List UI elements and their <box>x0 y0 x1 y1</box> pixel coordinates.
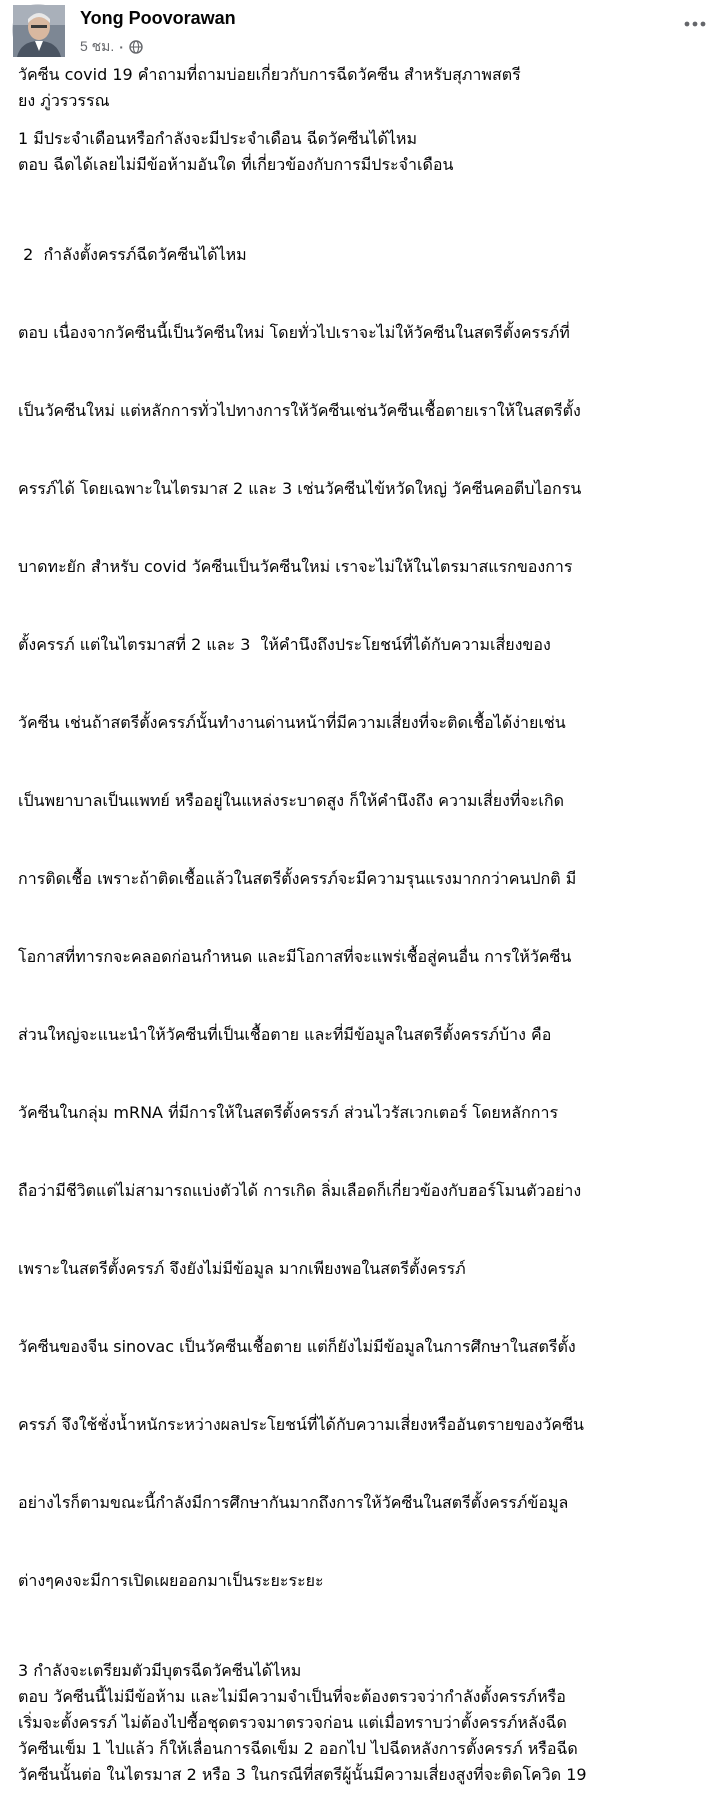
text-line: 3 กำลังจะเตรียมตัวมีบุตรฉีดวัคซีนได้ไหม <box>18 1661 302 1680</box>
text-line: วัคซีนเข็ม 1 ไปแล้ว ก็ให้เลื่อนการฉีดเข็ม 2 ออกไป ไปฉีดหลังการตั้งครรภ์ หรือฉีด <box>18 1739 578 1758</box>
author-name[interactable]: Yong Poovorawan <box>80 8 236 28</box>
text-line: ถือว่ามีชีวิตแต่ไม่สามารถแบ่งตัวได้ การเกิด ลิ่มเลือดก็เกี่ยวข้องกับฮอร์โมนตัวอย่าง <box>18 1181 582 1200</box>
post-header <box>12 4 717 60</box>
text-line: ต่างๆคงจะมีการเปิดเผยออกมาเป็นระยะระยะ <box>18 1571 324 1590</box>
meta-separator: · <box>119 39 124 55</box>
text-line: ตอบ เนื่องจากวัคซีนนี้เป็นวัคซีนใหม่ โดยทั่วไปเราจะไม่ให้วัคซีนในสตรีตั้งครรภ์ที่ <box>18 323 570 342</box>
paragraph-question-1 <box>18 126 718 178</box>
text-line: เป็นพยาบาลเป็นแพทย์ หรืออยู่ในแหล่งระบาดสูง ก็ให้คำนึงถึง ความเสี่ยงที่จะเกิด <box>18 791 564 810</box>
text-line: วัคซีนของจีน sinovac เป็นวัคซีนเชื้อตาย แต่ก็ยังไม่มีข้อมูลในการศึกษาในสตรีตั้ง <box>18 1337 576 1356</box>
paragraph-question-2 <box>18 190 718 1646</box>
text-line: ส่วนใหญ่จะแนะนำให้วัคซีนที่เป็นเชื้อตาย และที่มีข้อมูลในสตรีตั้งครรภ์บ้าง คือ <box>18 1025 552 1044</box>
text-line: ยง ภู่วรวรรณ <box>18 91 110 110</box>
more-options-button[interactable] <box>681 12 709 36</box>
text-line: วัคซีนในกลุ่ม mRNA ที่มีการให้ในสตรีตั้งครรภ์ ส่วนไวรัสเวกเตอร์ โดยหลักการ <box>18 1103 559 1122</box>
text-line: วัคซีน เช่นถ้าสตรีตั้งครรภ์นั้นทำงานด่านหน้าที่มีความเสี่ยงที่จะติดเชื้อได้ง่ายเช่น <box>18 713 566 732</box>
text-line: ตอบ วัคซีนนี้ไม่มีข้อห้าม และไม่มีความจำเป็นที่จะต้องตรวจว่ากำลังตั้งครรภ์หรือ <box>18 1687 566 1706</box>
avatar-image <box>13 5 65 57</box>
avatar[interactable] <box>12 4 64 56</box>
text-line: วัคซีนนั้นต่อ ในไตรมาส 2 หรือ 3 ในกรณีที่สตรีผู้นั้นมีความเสี่ยงสูงที่จะติดโควิด 19 <box>18 1765 587 1784</box>
more-horizontal-icon <box>684 21 706 27</box>
text-line: โอกาสที่ทารกจะคลอดก่อนกำหนด และมีโอกาสที่จะแพร่เชื้อสู่คนอื่น การให้วัคซีน <box>18 947 572 966</box>
text-line: อย่างไรก็ตามขณะนี้กำลังมีการศึกษากันมากถึงการให้วัคซีนในสตรีตั้งครรภ์ข้อมูล <box>18 1493 569 1512</box>
text-line: เป็นวัคซีนใหม่ แต่หลักการทั่วไปทางการให้วัคซีนเช่นวัคซีนเชื้อตายเราให้ในสตรีตั้ง <box>18 401 581 420</box>
text-line: วัคซีน covid 19 คำถามที่ถามบ่อยเกี่ยวกับการฉีดวัคซีน สำหรับสุภาพสตรี <box>18 65 521 84</box>
text-line: 2 กำลังตั้งครรภ์ฉีดวัคซีนได้ไหม <box>18 245 247 264</box>
text-line: บาดทะยัก สำหรับ covid วัคซีนเป็นวัคซีนใหม่ เราจะไม่ให้ในไตรมาสแรกของการ <box>18 557 573 576</box>
paragraph-title <box>18 62 718 114</box>
text-line: ตอบ ฉีดได้เลยไม่มีข้อห้ามอันใด ที่เกี่ยวข้องกับการมีประจำเดือน <box>18 155 454 174</box>
post-timestamp[interactable]: 5 ชม. <box>80 38 115 54</box>
text-line: ครรภ์ จึงใช้ชั่งน้ำหนักระหว่างผลประโยชน์ที่ได้กับความเสี่ยงหรืออันตรายของวัคซีน <box>18 1415 584 1434</box>
text-line: การติดเชื้อ เพราะถ้าติดเชื้อแล้วในสตรีตั้งครรภ์จะมีความรุนแรงมากกว่าคนปกติ มี <box>18 869 577 888</box>
text-line: 1 มีประจำเดือนหรือกำลังจะมีประจำเดือน ฉีดวัคซีนได้ไหม <box>18 129 418 148</box>
post-text <box>18 62 718 1800</box>
globe-icon[interactable] <box>129 40 143 54</box>
post-meta <box>80 36 143 58</box>
paragraph-question-3 <box>18 1658 718 1788</box>
text-line: ตั้งครรภ์ แต่ในไตรมาสที่ 2 และ 3 ให้คำนึงถึงประโยชน์ที่ได้กับความเสี่ยงของ <box>18 635 551 654</box>
text-line: ครรภ์ได้ โดยเฉพาะในไตรมาส 2 และ 3 เช่นวัคซีนไข้หวัดใหญ่ วัคซีนคอตีบไอกรน <box>18 479 582 498</box>
text-line: เริ่มจะตั้งครรภ์ ไม่ต้องไปซื้อชุดตรวจมาตรวจก่อน แต่เมื่อทราบว่าตั้งครรภ์หลังฉีด <box>18 1713 567 1732</box>
text-line: เพราะในสตรีตั้งครรภ์ จึงยังไม่มีข้อมูล มากเพียงพอในสตรีตั้งครรภ์ <box>18 1259 466 1278</box>
